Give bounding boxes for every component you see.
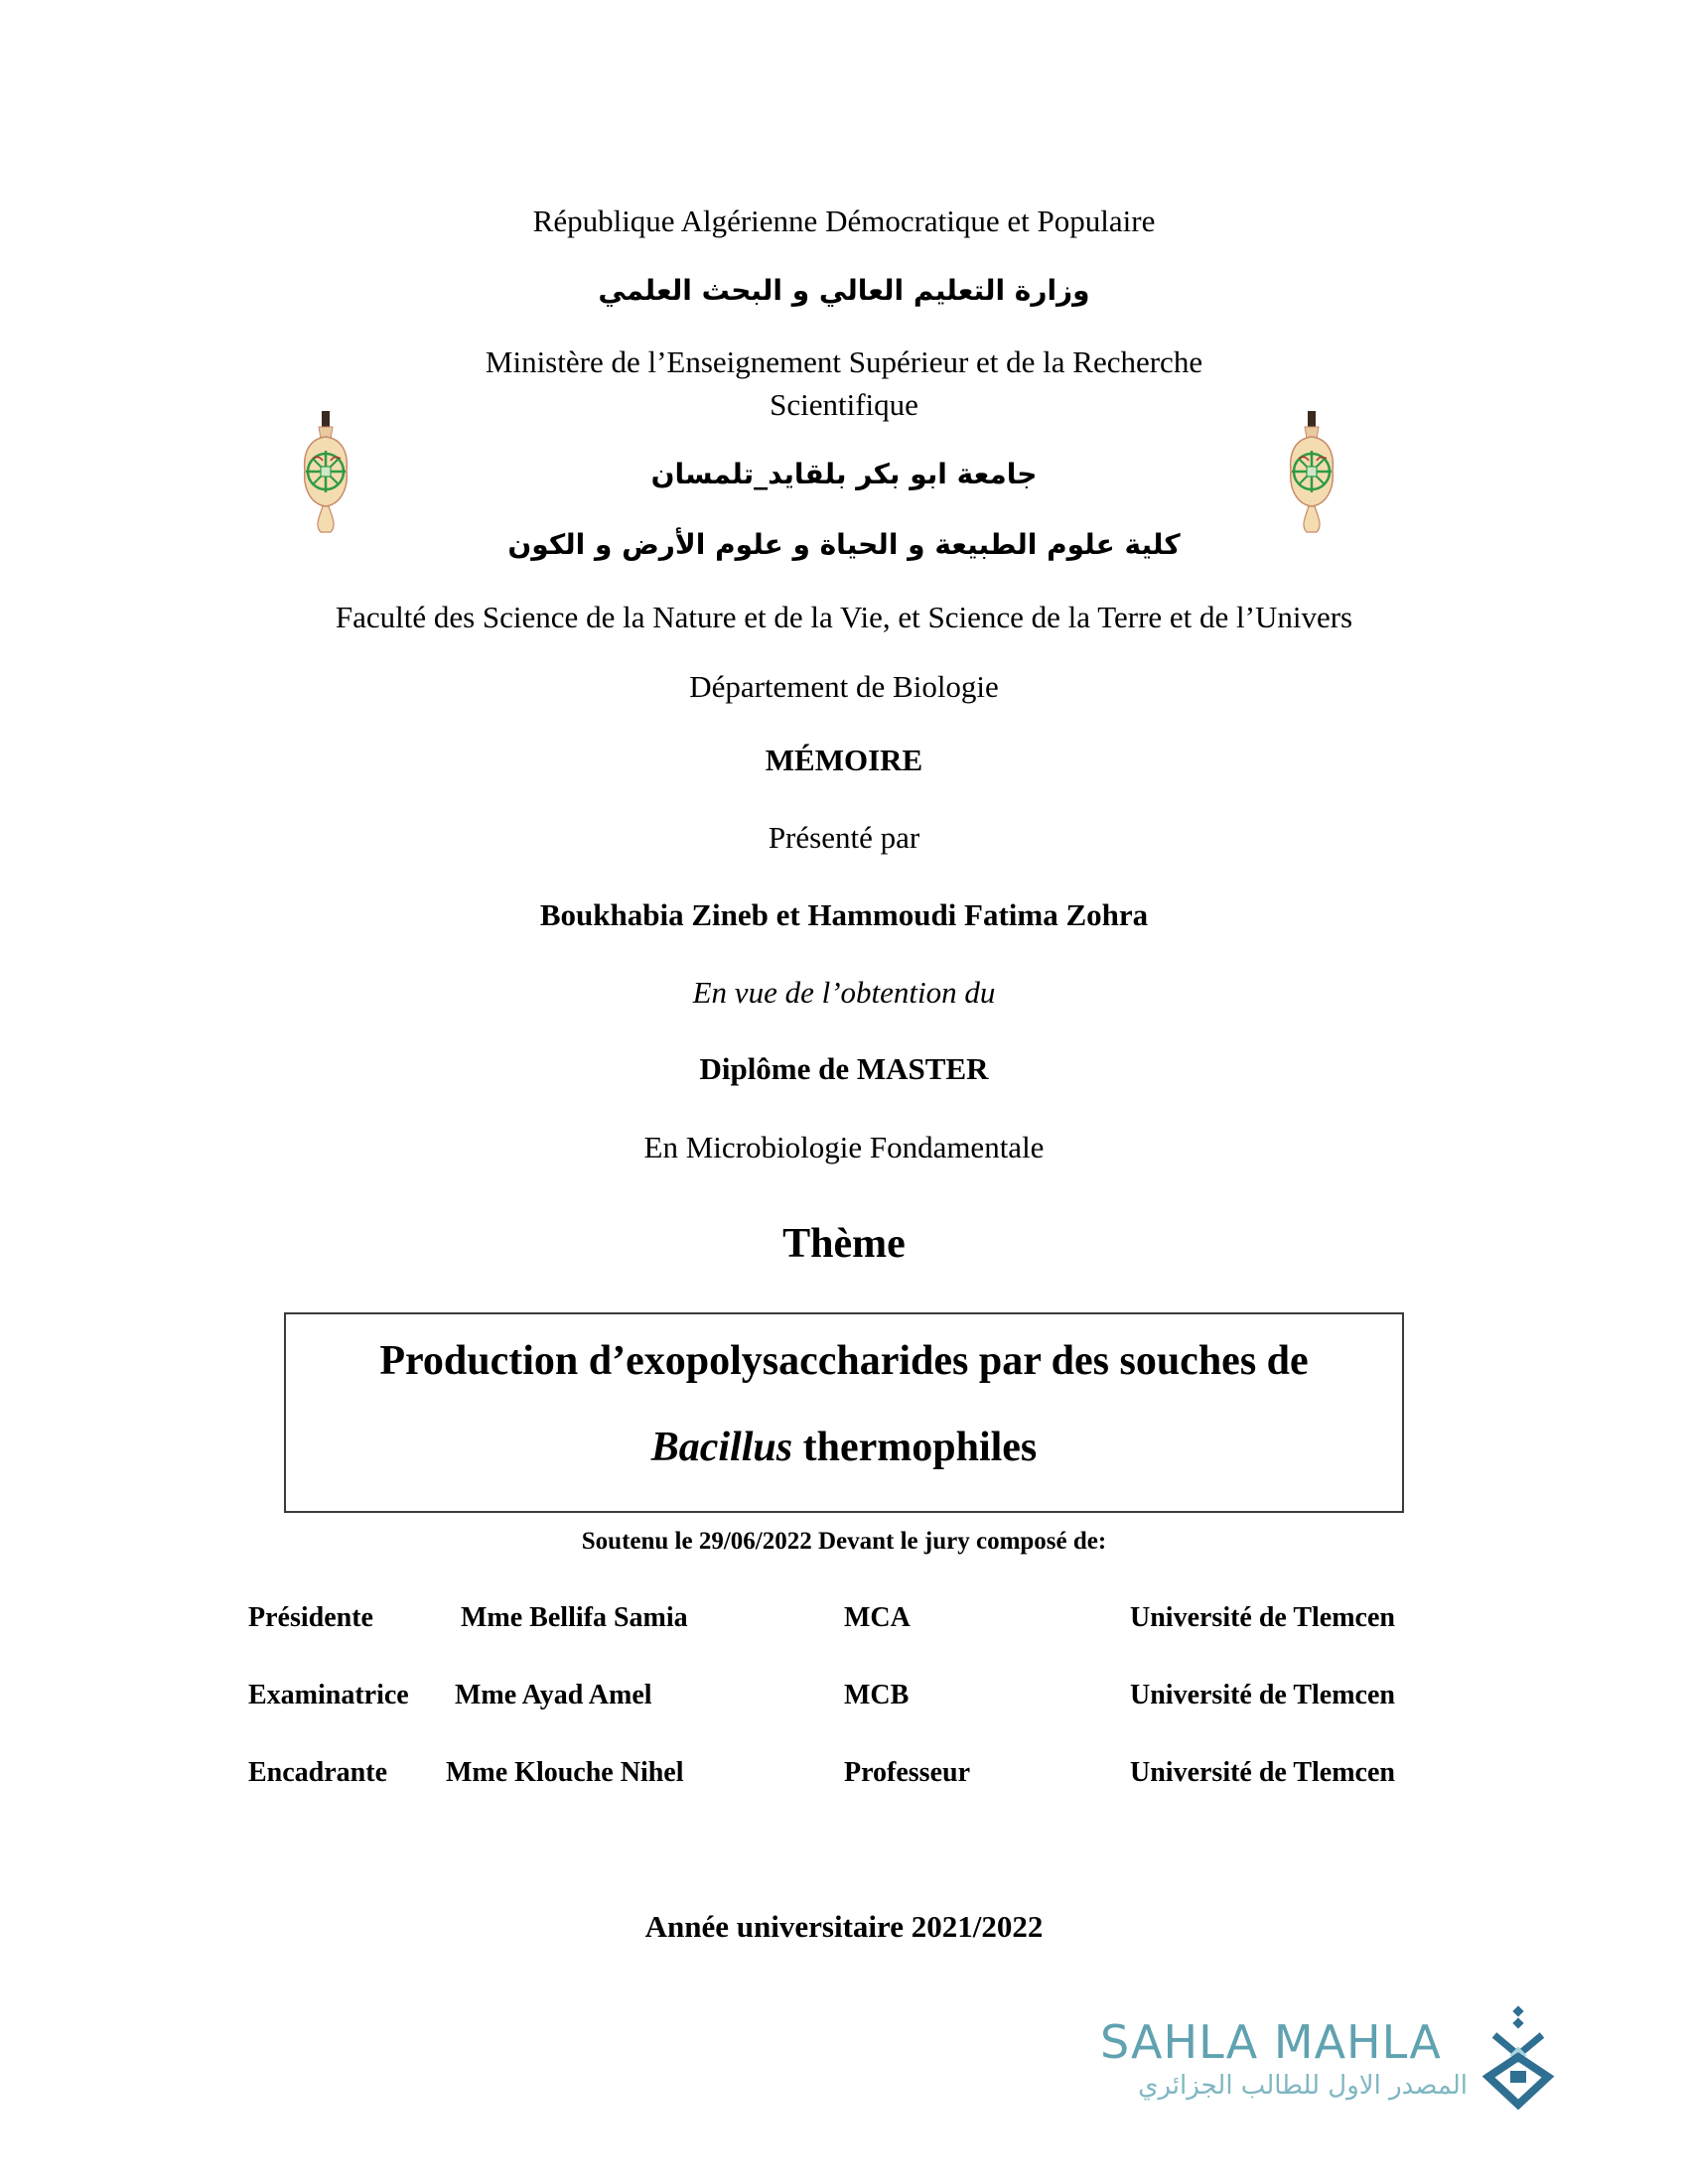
faculty-french: Faculté des Science de la Nature et de la Vie, et Science de la Terre et de l’Univers bbox=[335, 600, 1353, 634]
watermark-title: SAHLA MAHLA bbox=[1100, 2015, 1442, 2069]
jury-institution: Université de Tlemcen bbox=[1130, 1680, 1395, 1710]
jury-intro: Soutenu le 29/06/2022 Devant le jury composé de: bbox=[581, 1528, 1107, 1555]
ministry-french-line1: Ministère de l’Enseignement Supérieur et de la Recherche bbox=[485, 344, 1203, 379]
purpose-text: En vue de l’obtention du bbox=[692, 975, 996, 1010]
ministry-arabic: وزارة التعليم العالي و البحث العلمي bbox=[598, 274, 1090, 307]
jury-name: Mme Klouche Nihel bbox=[446, 1757, 684, 1788]
presented-by-label: Présenté par bbox=[768, 820, 920, 855]
sahla-mahla-watermark bbox=[1100, 2015, 1557, 2115]
jury-grade: MCA bbox=[844, 1602, 911, 1633]
jury-institution: Université de Tlemcen bbox=[1130, 1757, 1395, 1788]
thesis-title-line1: Production d’exopolysaccharides par des souches de bbox=[379, 1338, 1309, 1384]
sahla-mahla-emblem-icon bbox=[1482, 2005, 1557, 2115]
faculty-arabic: كلية علوم الطبيعة و الحياة و علوم الأرض و الكون bbox=[507, 528, 1181, 561]
university-arabic: جامعة ابو بكر بلقايد_تلمسان bbox=[650, 458, 1038, 490]
academic-year: Année universitaire 2021/2022 bbox=[644, 1909, 1044, 1944]
thesis-title-box bbox=[284, 1312, 1404, 1513]
jury-role: Présidente bbox=[248, 1602, 373, 1633]
authors: Boukhabia Zineb et Hammoudi Fatima Zohra bbox=[539, 897, 1149, 932]
department-name: Département de Biologie bbox=[689, 669, 999, 704]
jury-grade: Professeur bbox=[844, 1757, 970, 1788]
ministry-french-line2: Scientifique bbox=[770, 387, 918, 422]
theme-heading: Thème bbox=[782, 1221, 906, 1267]
watermark-subtitle: المصدر الاول للطالب الجزائري bbox=[1138, 2071, 1468, 2101]
thesis-title-rest: thermophiles bbox=[792, 1425, 1038, 1470]
document-type: MÉMOIRE bbox=[765, 743, 923, 777]
jury-role: Examinatrice bbox=[248, 1680, 409, 1710]
jury-institution: Université de Tlemcen bbox=[1130, 1602, 1395, 1633]
jury-grade: MCB bbox=[844, 1680, 910, 1710]
specialty: En Microbiologie Fondamentale bbox=[643, 1130, 1045, 1164]
thesis-title-genus: Bacillus bbox=[650, 1425, 793, 1470]
degree-name: Diplôme de MASTER bbox=[699, 1051, 989, 1086]
republic-heading: République Algérienne Démocratique et Populaire bbox=[532, 204, 1156, 238]
jury-name: Mme Bellifa Samia bbox=[461, 1602, 688, 1633]
jury-role: Encadrante bbox=[248, 1757, 387, 1788]
thesis-title-line2 bbox=[286, 1424, 1402, 1471]
jury-name: Mme Ayad Amel bbox=[455, 1680, 652, 1710]
